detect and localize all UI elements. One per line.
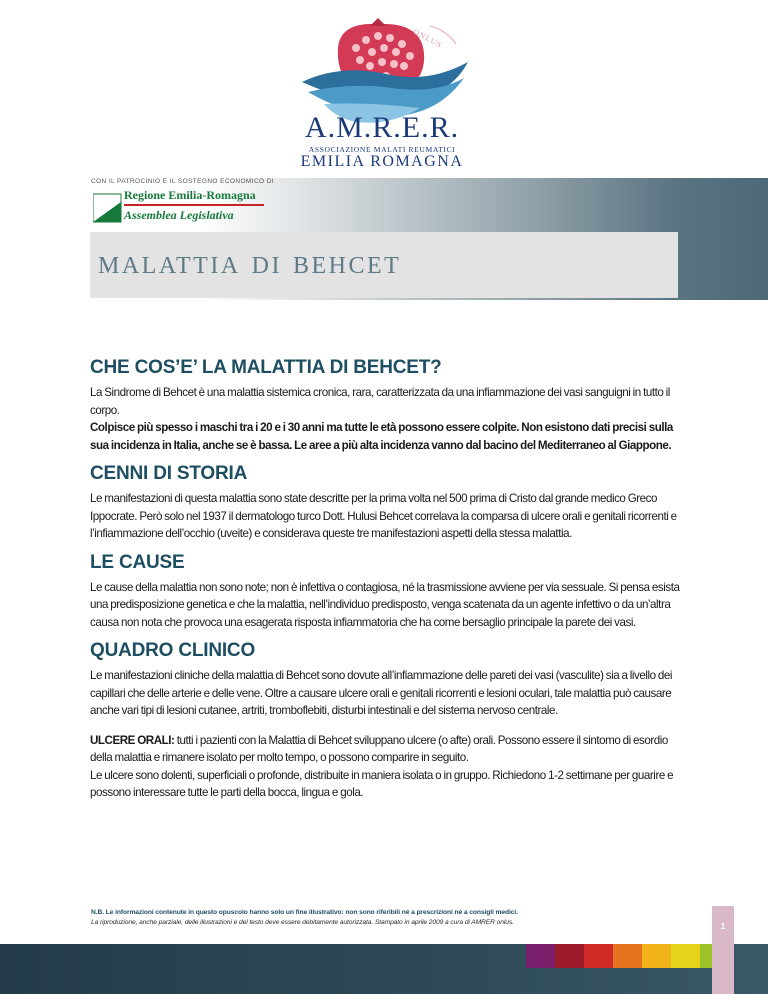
page-tab xyxy=(712,906,734,994)
logo-acronym: A.M.R.E.R. xyxy=(304,111,460,144)
logo-association-name: ASSOCIAZIONE MALATI REUMATICI xyxy=(308,145,456,154)
section-heading: QUADRO CLINICO xyxy=(90,640,256,661)
section-clinical-picture xyxy=(90,639,680,802)
paragraph-text: tutti i pazienti con la Malattia di Behcet sviluppano ulcere (o afte) orali. Possono essere il sintomo di esordio della malattia e rimanere isolato per molto tempo, o possono comparire in seguito. xyxy=(90,733,668,764)
section-causes xyxy=(90,551,680,632)
page-number: 1 xyxy=(720,922,726,931)
paragraph: Le ulcere sono dolenti, superficiali o profonde, distribuite in maniera isolata o in gruppo. Richiedono 1-2 settimane per guarire e possono interessare tutte le parti della bocca, lingua e gola. xyxy=(90,768,674,799)
section-heading: LE CAUSE xyxy=(90,551,185,573)
region-divider xyxy=(124,204,264,206)
section-what-is xyxy=(90,356,680,454)
section-heading: CHE COS’E’ LA MALATTIA DI BEHCET? xyxy=(90,357,442,378)
patronage-label: CON IL PATROCINIO E IL SOSTEGNO ECONOMICO DI xyxy=(91,178,275,185)
footer-note-disclaimer: N.B. Le informazioni contenute in questo opuscolo hanno solo un fine illustrativo: non sono riferibili né a prescrizioni né a consigli medici. xyxy=(91,909,518,916)
footer-note xyxy=(91,908,691,928)
section-history xyxy=(90,462,680,543)
color-swatch xyxy=(642,944,671,968)
main-content xyxy=(90,356,680,810)
logo-region-name: EMILIA ROMAGNA xyxy=(300,153,464,170)
region-name: Regione Emilia-Romagna xyxy=(124,188,256,202)
section-heading: CENNI DI STORIA xyxy=(90,463,248,484)
paragraph: Le cause della malattia non sono note; non è infettiva o contagiosa, né la trasmissione avviene per via sessuale. Si pensa esista una predisposizione genetica e che la malattia, nell’individuo predisposto, venga scatenata da un agente infettivo o da un’altra causa non nota che provoca una esagerata risposta infiammatoria che ha come bersaglio principale la parete dei vasi. xyxy=(90,580,680,629)
region-assembly: Assemblea Legislativa xyxy=(124,208,234,222)
color-swatch xyxy=(671,944,700,968)
paragraph: La Sindrome di Behcet è una malattia sistemica cronica, rara, caratterizzata da una infiammazione dei vasi sanguigni in tutto il corpo. xyxy=(90,386,670,417)
paragraph: Le manifestazioni di questa malattia sono state descritte per la prima volta nel 500 prima di Cristo dal grande medico Greco Ippocrate. Però solo nel 1937 il dermatologo turco Dott. Hulusi Behcet correlava la comparsa di ulcere orali e genitali ricorrenti e l’infiammazione dell’occhio (uveite) e considerava queste tre manifestazioni aspetti della stessa malattia. xyxy=(90,492,677,540)
color-swatch xyxy=(613,944,642,968)
paragraph-bold: Colpisce più spesso i maschi tra i 20 e i 30 anni ma tutte le età possono essere colpite. Non esistono dati precisi sulla sua incidenza in Italia, anche se è bassa. Le aree a più alta incidenza vanno dal bacino del Mediterraneo al Giappone. xyxy=(90,421,673,452)
logo-onlus-text: ONLUS xyxy=(411,27,444,50)
footer-note-copyright: La riproduzione, anche parziale, delle illustrazioni e del testo deve essere debitamente autorizzata. Stampato in aprile 2009 a cura di AMRER onlus. xyxy=(91,919,514,926)
paragraph: Le manifestazioni cliniche della malattia di Behcet sono dovute all’infiammazione delle pareti dei vasi (vasculite) sia a livello dei capillari che delle arterie e delle vene. Oltre a causare ulcere orali e genitali ricorrenti e lesioni oculari, tale malattia può causare anche vari tipi di lesioni cutanee, artriti, tromboflebiti, disturbi intestinali e del sistema nervoso centrale. xyxy=(90,669,673,717)
color-swatch xyxy=(555,944,584,968)
paragraph-oral-ulcers xyxy=(90,732,680,767)
paragraph-lead: ULCERE ORALI: xyxy=(90,733,175,747)
color-swatch xyxy=(584,944,613,968)
color-swatches xyxy=(526,944,729,968)
color-swatch xyxy=(526,944,555,968)
page-title: malattia di behcet xyxy=(98,244,402,281)
